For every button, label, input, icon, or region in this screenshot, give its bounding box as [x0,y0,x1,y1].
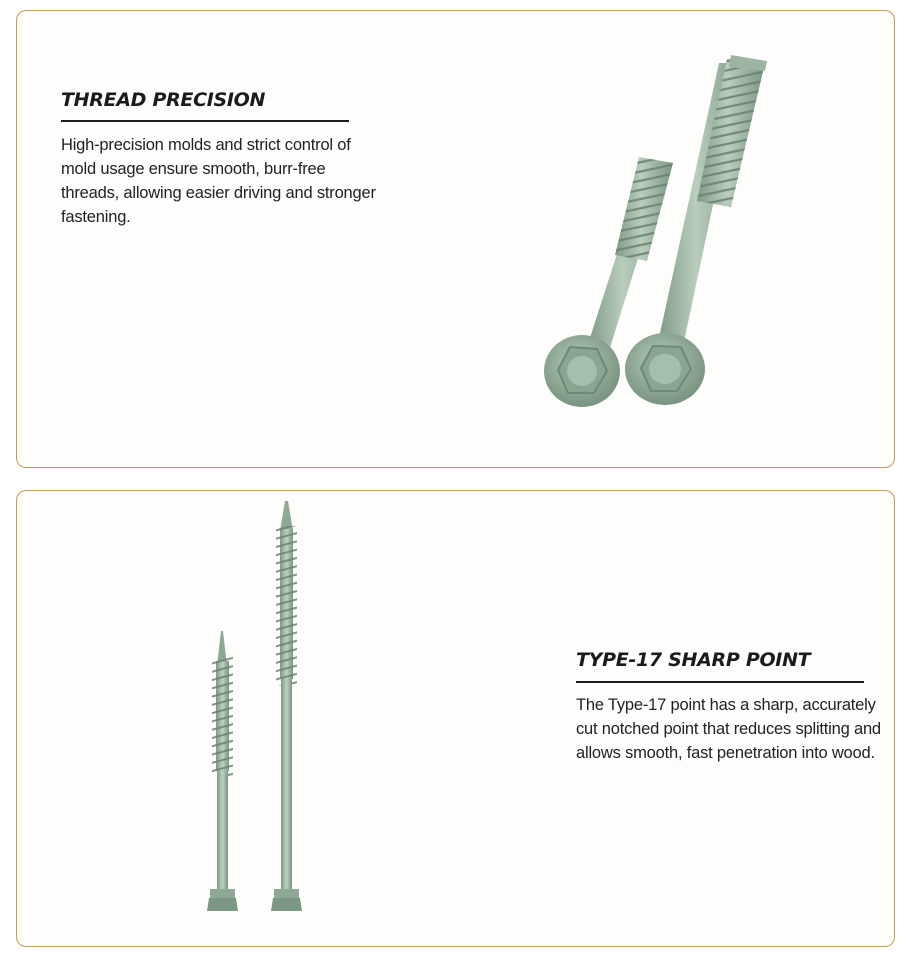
section-body: High-precision molds and strict control of mold usage ensure smooth, burr-free threads, allowing easier driving and stronger fastening. [61,136,376,226]
long-screw-2 [271,501,302,911]
thread-precision-card [16,10,895,468]
heading-underline [576,681,864,683]
section-heading: TYPE-17 SHARP POINT [576,649,811,671]
screws-photo-upright [137,491,337,946]
type-17-point-card [16,490,895,947]
heading-underline [61,120,349,122]
short-screw-2 [207,631,238,911]
screws-photo-hex-heads [347,11,895,467]
section-body: The Type-17 point has a sharp, accurately cut notched point that reduces splitting and allows smooth, fast penetration into wood. [576,696,881,762]
section-heading: THREAD PRECISION [61,89,266,111]
